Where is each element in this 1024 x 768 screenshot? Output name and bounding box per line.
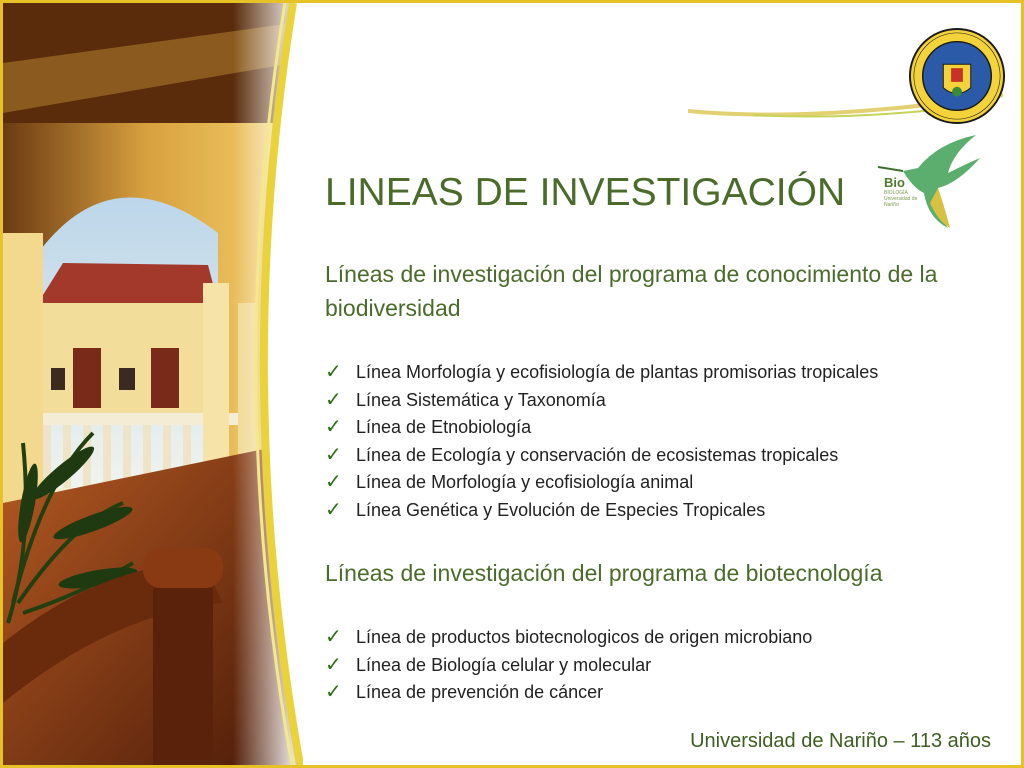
checkmark-icon: ✓ — [325, 626, 342, 648]
list-item: ✓ Línea de Ecología y conservación de ecosistemas tropicales — [325, 442, 878, 470]
list-item: ✓ Línea Genética y Evolución de Especies Tropicales — [325, 497, 878, 525]
bio-logo-word: Bio — [884, 175, 905, 190]
list-item: ✓ Línea de Biología celular y molecular — [325, 652, 812, 680]
list-item: ✓ Línea Sistemática y Taxonomía — [325, 387, 878, 415]
checkmark-icon: ✓ — [325, 388, 342, 411]
checkmark-icon: ✓ — [325, 653, 342, 676]
list-item: ✓ Línea de Etnobiología — [325, 414, 878, 442]
corridor-photo — [3, 3, 303, 768]
checkmark-icon: ✓ — [325, 498, 342, 521]
bio-logo-subtitle: BIOLOGÍA Universidad de Nariño — [884, 190, 918, 208]
university-seal-icon — [908, 27, 1006, 125]
slide-title: LINEAS DE INVESTIGACIÓN — [325, 171, 846, 214]
slide-footer: Universidad de Nariño – 113 años — [690, 730, 991, 752]
list-item: ✓ Línea de productos biotecnologicos de origen microbiano — [325, 624, 812, 652]
checkmark-icon: ✓ — [325, 471, 342, 493]
section-heading-biodiversity: Líneas de investigación del programa de conocimiento de la biodiversidad — [325, 261, 938, 321]
bio-hummingbird-logo-icon — [858, 133, 983, 233]
list-item: ✓ Línea de Morfología y ecofisiología animal — [325, 469, 878, 497]
biotechnology-lines-list — [325, 624, 812, 707]
checkmark-icon: ✓ — [325, 681, 342, 703]
checkmark-icon: ✓ — [325, 416, 342, 438]
list-item: ✓Línea Morfología y ecofisiología de plantas promisorias tropicales — [325, 359, 878, 387]
biodiversity-lines-list — [325, 359, 878, 524]
checkmark-icon: ✓ — [325, 361, 342, 383]
checkmark-icon: ✓ — [325, 443, 342, 466]
list-item: ✓ Línea de prevención de cáncer — [325, 679, 812, 707]
section-heading-biotechnology: Líneas de investigación del programa de biotecnología — [325, 560, 883, 586]
